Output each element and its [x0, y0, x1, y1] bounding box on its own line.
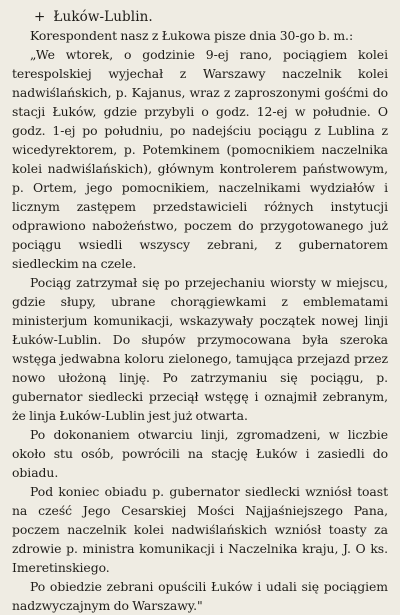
- article-paragraph-5: Pod koniec obiadu p. gubernator siedlecki wzniósł toast na cześć Jego Cesarskiej Mości Najjaśniejszego Pana, poczem naczelnik kolei nadwiślańskich wzniósł toasty za zdrowie p. ministra komunikacji i Naczelnika kraju, J. O ks. Imeretinskiego.: [12, 484, 388, 575]
- article-paragraph-4: Po dokonaniem otwarciu linji, zgromadzeni, w liczbie około stu osób, powrócili na stację Łuków i zasiedli do obiadu.: [12, 427, 388, 480]
- article-paragraph-1: Korespondent nasz z Łukowa pisze dnia 30-go b. m.:: [30, 28, 354, 43]
- article-paragraph-2: „We wtorek, o godzinie 9-ej rano, pociągiem kolei terespolskiej wyjechał z Warszawy naczelnik kolei nadwiślańskich, p. Kajanus, wraz z zaproszonymi gośćmi do stacji Łuków, gdzie przybyli o godz. 12-ej w południe. O godz. 1-ej po południu, po nadejściu pociągu z Lublina z wicedyrektorem, p. Potemkinem (pomocnikiem naczelnika kolei nadwiślańskich), głównym kontrolerem państwowym, p. Ortem, jego pomocnikiem, naczelnikami wydziałów i licznym zastępem przedstawicieli różnych instytucji odprawiono nabożeństwo, poczem do przygotowanego już pociągu wsiedli wszyscy zebrani, z gubernatorem siedleckim na czele.: [12, 47, 388, 271]
- article-title: Łuków-Lublin.: [53, 9, 153, 25]
- cross-mark: +: [34, 9, 46, 25]
- article-paragraph-6: Po obiedzie zebrani opuścili Łuków i udali się pociągiem nadzwyczajnym do Warszawy.": [12, 579, 388, 613]
- article-paragraph-3: Pociąg zatrzymał się po przejechaniu wiorsty w miejscu, gdzie słupy, ubrane chorągiewkami z emblematami ministerjum komunikacji, wskazywały początek nowej linji Łuków-Lublin. Do słupów przymocowana była szeroka wstęga jedwabna koloru zielonego, tamująca przejazd przez nowo ułożoną linję. Po zatrzymaniu się pociągu, p. gubernator siedlecki przeciął wstęgę i oznajmił zebranym, że linja Łuków-Lublin jest już otwarta.: [12, 275, 388, 423]
- article-headline: [34, 8, 388, 26]
